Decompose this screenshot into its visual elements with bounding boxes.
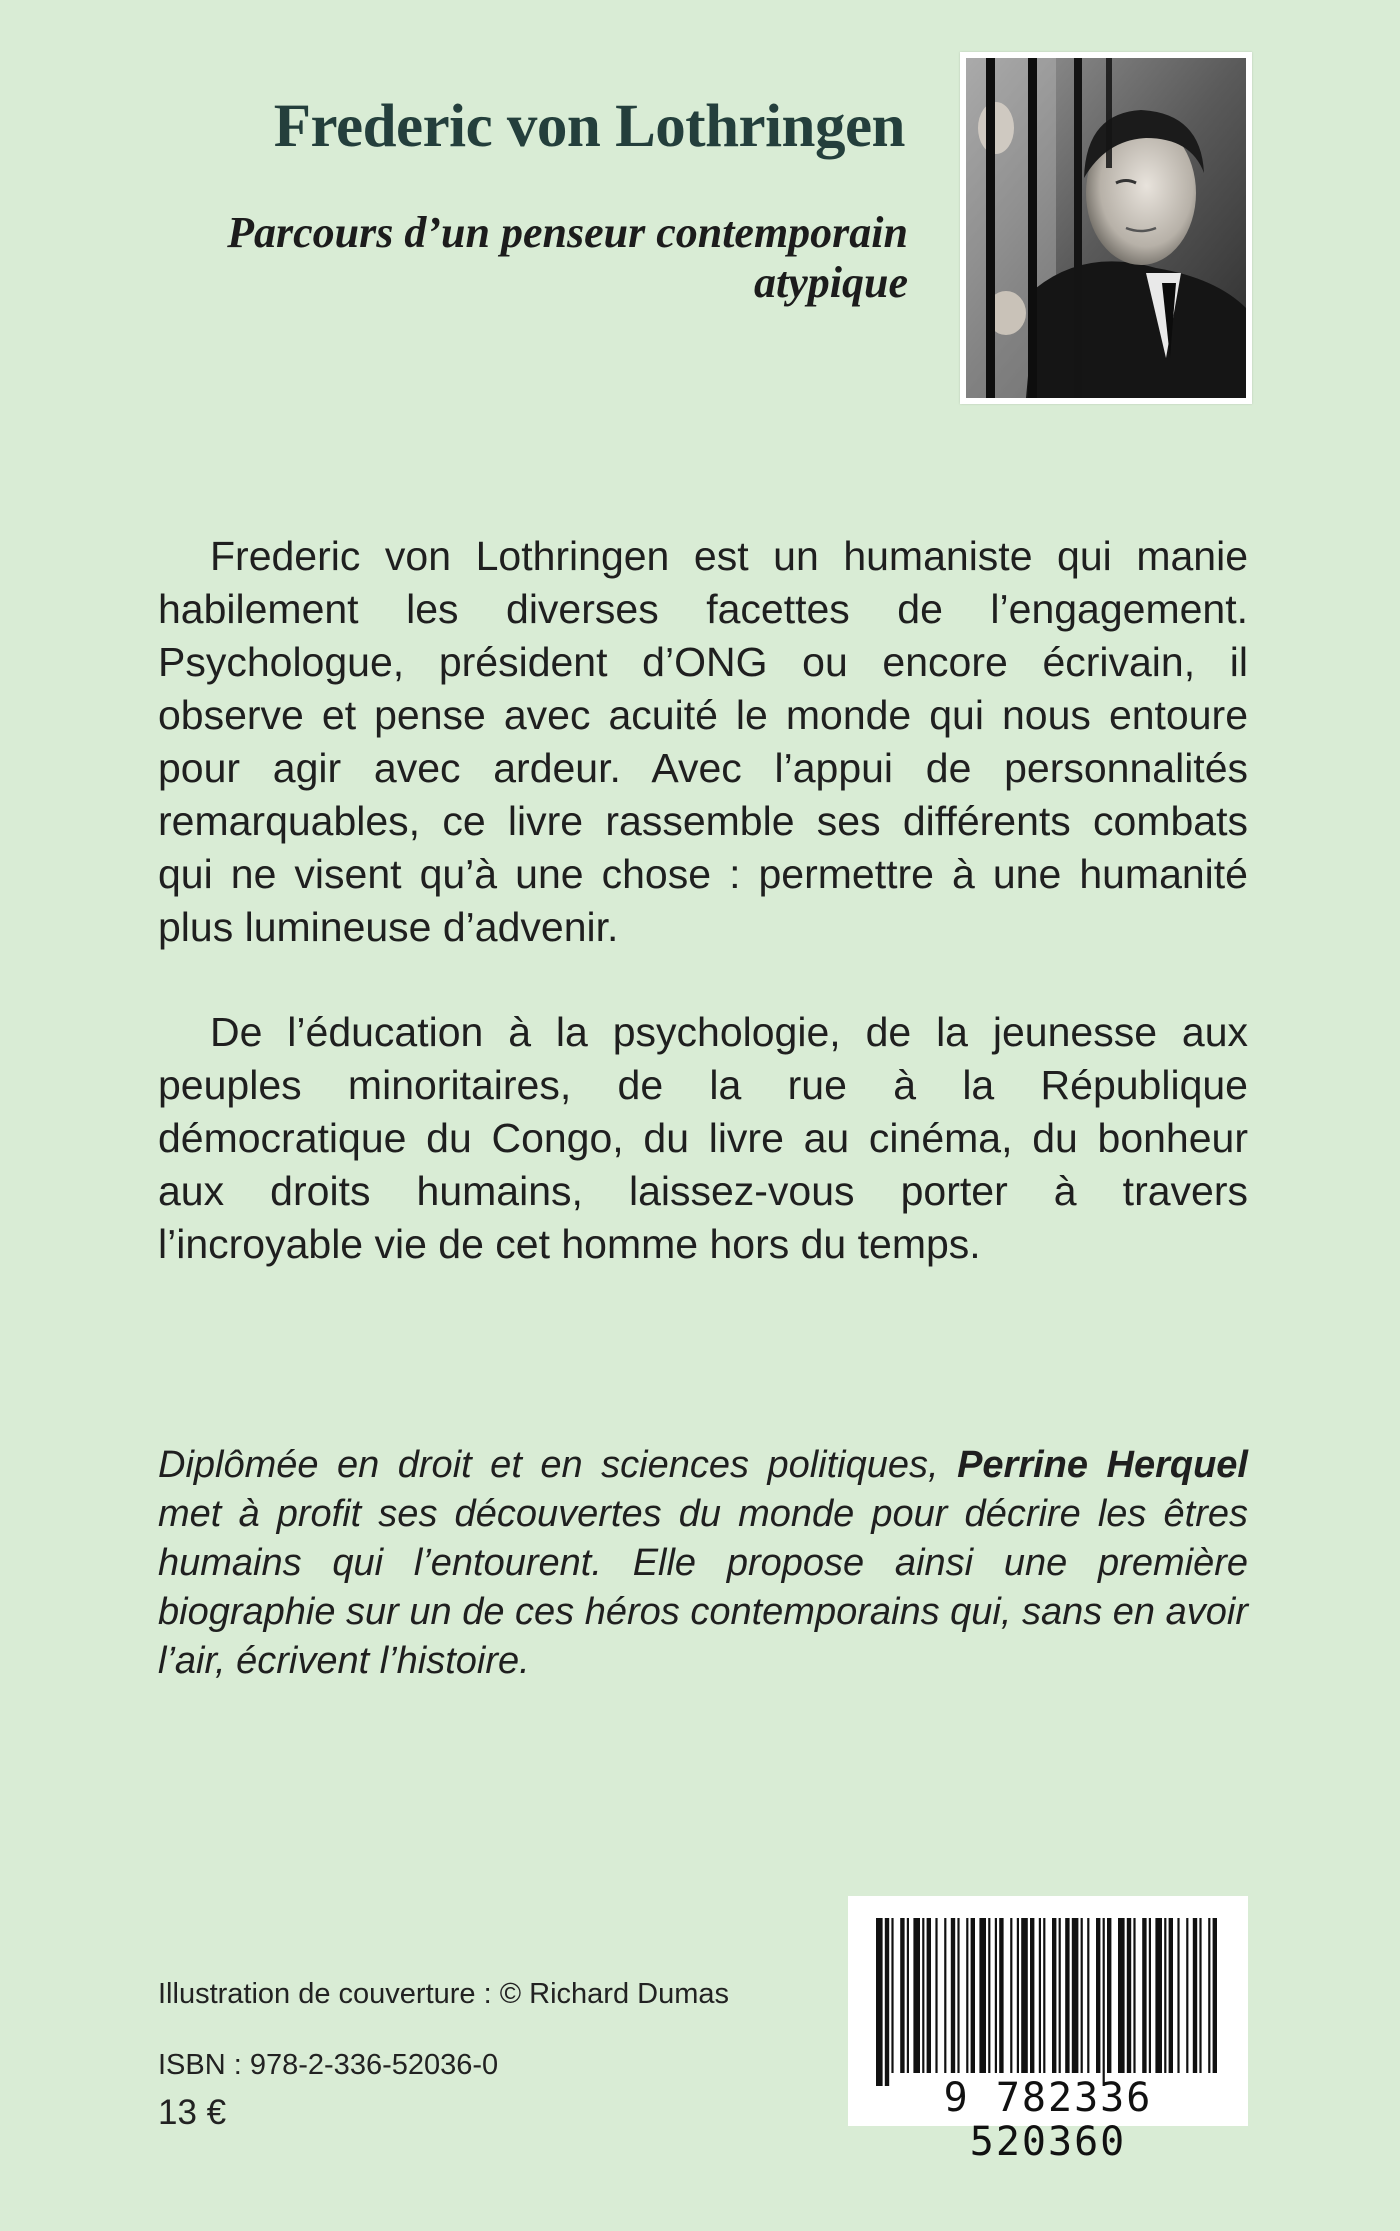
bio-rest: met à profit ses découvertes du monde pour décrire les êtres humains qui l’entourent. Elle propose ainsi une première biographie sur un de ces héros contemporains qui, sans en avoir l’air, écrivent l’histoire. — [158, 1493, 1248, 1682]
barcode-bar — [1072, 1918, 1079, 2073]
author-bio — [158, 1441, 1248, 1686]
barcode-bar — [900, 1918, 904, 2073]
barcode-bar — [1107, 1918, 1111, 2073]
barcode-bar — [927, 1918, 931, 2073]
barcode-bar — [1133, 1918, 1135, 2073]
isbn: ISBN : 978-2-336-52036-0 — [158, 2049, 499, 2081]
barcode-bar — [1021, 1918, 1028, 2073]
bio-lead: Diplômée en droit et en sciences politiques, — [158, 1444, 958, 1486]
barcode-bar — [1155, 1918, 1162, 2073]
barcode-bar — [1127, 1918, 1131, 2073]
barcode-bar — [1039, 1918, 1041, 2073]
barcode-bar — [1030, 1918, 1034, 2073]
book-subtitle: Parcours d’un penseur contemporain atypique — [227, 208, 908, 307]
barcode-bar — [999, 1918, 1003, 2073]
barcode-bar — [966, 1918, 968, 2073]
barcode-bar — [1186, 1918, 1188, 2073]
barcode-bar — [944, 1918, 946, 2073]
barcode-bar — [876, 1918, 883, 2086]
barcode-bar — [1199, 1918, 1201, 2073]
barcode-bar — [979, 1918, 986, 2073]
portrait-image — [966, 58, 1246, 398]
barcode-bar — [995, 1918, 997, 2073]
bio-author-name: Perrine Herquel — [957, 1444, 1248, 1486]
barcode-bar — [885, 1918, 889, 2086]
barcode-bar — [1010, 1918, 1012, 2073]
barcode-bar — [1065, 1918, 1069, 2073]
barcode-bar — [1149, 1918, 1151, 2073]
barcode-bar — [922, 1918, 924, 2073]
barcode-bar — [891, 1918, 893, 2073]
barcode-bar — [1164, 1918, 1166, 2073]
barcode-bar — [907, 1918, 909, 2073]
barcode-bar — [1043, 1918, 1045, 2073]
barcode-bar — [971, 1918, 975, 2073]
author-photo — [960, 52, 1252, 404]
barcode-bar — [988, 1918, 990, 2073]
barcode-bar — [1208, 1918, 1210, 2073]
barcode-bar — [951, 1918, 955, 2073]
barcode — [848, 1896, 1248, 2165]
barcode-bar — [1052, 1918, 1056, 2073]
barcode-bar — [1177, 1918, 1179, 2073]
barcode-bar — [1059, 1918, 1061, 2073]
barcode-bar — [1017, 1918, 1019, 2073]
barcode-bar — [1169, 1918, 1173, 2073]
barcode-bar — [1142, 1918, 1146, 2073]
barcode-bar — [1103, 1918, 1105, 2086]
barcode-digits: 9 782336 520360 — [943, 2075, 1153, 2165]
barcode-bar — [1118, 1918, 1125, 2073]
barcode-bar — [1081, 1918, 1083, 2073]
summary-paragraph-2: De l’éducation à la psychologie, de la jeunesse aux peuples minoritaires, de la rue à la République démocratique du Congo, du livre au cinéma, du bonheur aux droits humains, laissez-vous porter à travers l’incroyable vie de cet homme hors du temps. — [158, 1009, 1248, 1267]
price: 13 € — [158, 2093, 227, 2132]
barcode-bar — [913, 1918, 920, 2073]
barcode-bar — [1193, 1918, 1197, 2073]
book-title: Frederic von Lothringen — [273, 93, 905, 160]
summary-paragraph-1: Frederic von Lothringen est un humaniste qui manie habilement les diverses facettes de l’engagement. Psychologue, président d’ONG ou encore écrivain, il observe et pense avec acuité le monde qui nous entoure pour agir avec ardeur. Avec l’appui de personnalités remarquables, ce livre rassemble ses différents combats qui ne visent qu’à une chose : permettre à une humanité plus lumineuse d’advenir. — [158, 533, 1248, 950]
barcode-bar — [957, 1918, 959, 2073]
barcode-bar — [1096, 1918, 1100, 2073]
barcode-bar — [1087, 1918, 1089, 2073]
barcode-bar — [935, 1918, 937, 2073]
barcode-bar — [1213, 1918, 1217, 2073]
cover-credit: Illustration de couverture : © Richard Dumas — [158, 1978, 729, 2010]
